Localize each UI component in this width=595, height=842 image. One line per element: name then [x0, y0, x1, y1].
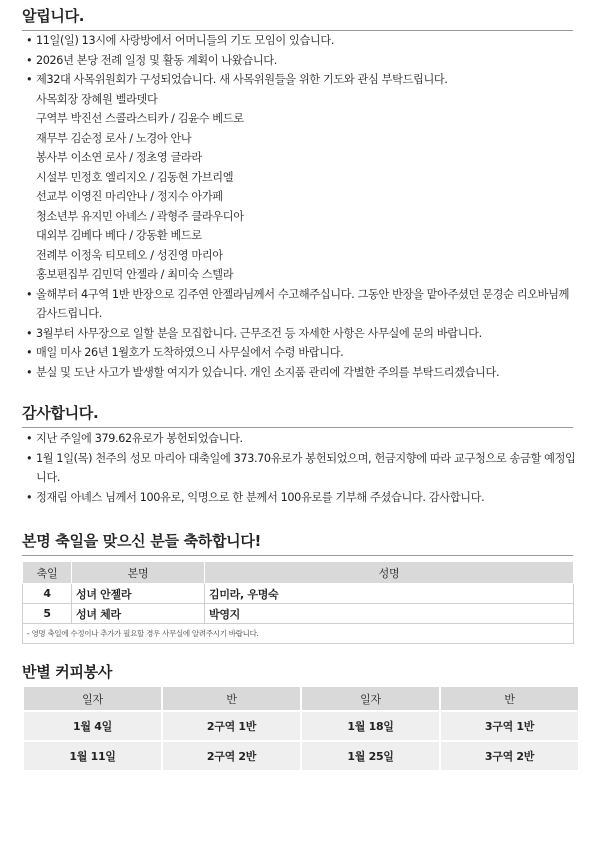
thanks-header [22, 402, 573, 428]
notice-item: • 분실 및 도난 사고가 발생할 여지가 있습니다. 개인 소지품 관리에 각별한 주의를 부탁드리겠습니다. [26, 363, 577, 383]
birthday-day: 5 [23, 604, 72, 624]
birthdays-title: 본명 축일을 맞으신 분들 축하합니다! [22, 532, 262, 550]
birthday-col-day: 축일 [23, 562, 72, 584]
coffee-col-date: 일자 [23, 686, 162, 711]
birthday-note: - 영명 축일에 수정이나 추가가 필요할 경우 사무실에 알려주시기 바랍니다. [23, 624, 574, 644]
notices-header [22, 5, 573, 31]
birthday-names: 김미라, 우명숙 [205, 584, 574, 604]
birthdays-header [22, 530, 573, 556]
committee-list [36, 90, 577, 285]
birthday-table [22, 561, 574, 644]
thanks-item: • 지난 주일에 379.62유로가 봉헌되었습니다. [26, 429, 577, 449]
coffee-date: 1월 11일 [23, 741, 162, 771]
table-row [23, 711, 579, 741]
coffee-header [22, 661, 573, 687]
thanks-list [26, 429, 577, 507]
committee-member: 시설부 민정호 엘리지오 / 김동현 가브리엘 [36, 170, 234, 184]
birthday-saint: 성녀 체라 [72, 604, 205, 624]
coffee-title: 반별 커피봉사 [22, 663, 113, 681]
committee-member: 홍보편집부 김민덕 안젤라 / 최미숙 스텔라 [36, 268, 234, 281]
table-row [23, 741, 579, 771]
notices-list [26, 31, 577, 382]
table-row [23, 584, 574, 604]
coffee-group: 3구역 1반 [440, 711, 579, 741]
coffee-col-group: 반 [440, 686, 579, 711]
notice-item [26, 70, 577, 285]
committee-member: 재무부 김순정 로사 / 노경아 안나 [36, 131, 192, 145]
birthday-saint: 성녀 안젤라 [72, 584, 205, 604]
notice-item: • 2026년 본당 전례 일정 및 활동 계획이 나왔습니다. [26, 51, 577, 71]
coffee-date: 1월 25일 [301, 741, 440, 771]
notice-item: • 11일(일) 13시에 사랑방에서 어머니들의 기도 모임이 있습니다. [26, 31, 577, 51]
thanks-title: 감사합니다. [22, 404, 99, 422]
coffee-date: 1월 18일 [301, 711, 440, 741]
committee-member: 선교부 이영진 마리안나 / 정지수 아가페 [36, 190, 223, 203]
notice-item-text: 제32대 사목위원회가 구성되었습니다. 새 사목위원들을 위한 기도와 관심 부탁드립니다. [36, 73, 448, 86]
committee-member: 사목회장 장혜원 벨라뎃다 [36, 92, 158, 106]
thanks-item: • 정재림 아녜스 님께서 100유로, 익명으로 한 분께서 100유로를 기부해 주셨습니다. 감사합니다. [26, 488, 577, 508]
notice-item: • 3월부터 사무장으로 일할 분을 모집합니다. 근무조건 등 자세한 사항은 사무실에 문의 바랍니다. [26, 324, 577, 344]
coffee-group: 3구역 2반 [440, 741, 579, 771]
coffee-group: 2구역 1반 [162, 711, 301, 741]
coffee-col-group: 반 [162, 686, 301, 711]
committee-member: 구역부 박진선 스콜라스티카 / 김윤수 베드로 [36, 112, 244, 125]
committee-member: 전례부 이정욱 티모테오 / 성진영 마리아 [36, 248, 223, 262]
coffee-date: 1월 4일 [23, 711, 162, 741]
notice-item: • 매일 미사 26년 1월호가 도착하였으니 사무실에서 수령 바랍니다. [26, 343, 577, 363]
committee-member: 대외부 김베다 베다 / 강동환 베드로 [36, 229, 202, 242]
table-row [23, 604, 574, 624]
coffee-table [22, 685, 580, 772]
coffee-col-date: 일자 [301, 686, 440, 711]
committee-member: 청소년부 유지민 아녜스 / 곽형주 클라우디아 [36, 209, 244, 223]
thanks-item: • 1월 1일(목) 천주의 성모 마리아 대축일에 373.70유로가 봉헌되었으며, 헌금지향에 따라 교구청으로 송금할 예정입니다. [26, 449, 577, 488]
birthday-names: 박영지 [205, 604, 574, 624]
committee-member: 봉사부 이소연 로사 / 정초영 글라라 [36, 151, 202, 164]
birthday-col-names: 성명 [205, 562, 574, 584]
notices-title: 알립니다. [22, 7, 85, 25]
birthday-day: 4 [23, 584, 72, 604]
coffee-group: 2구역 2반 [162, 741, 301, 771]
notice-item: • 올해부터 4구역 1반 반장으로 김주연 안젤라님께서 수고해주십니다. 그동안 반장을 맡아주셨던 문경순 리오바님께 감사드립니다. [26, 285, 577, 324]
birthday-col-saint: 본명 [72, 562, 205, 584]
